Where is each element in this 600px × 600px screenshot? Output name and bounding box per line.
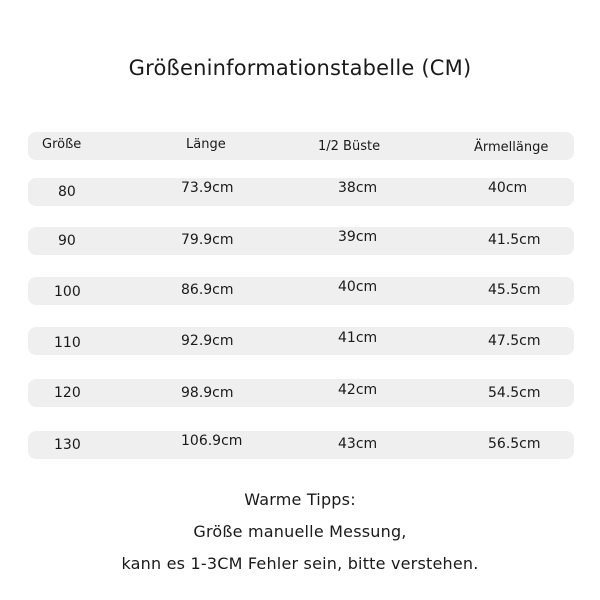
cell-length: 106.9cm — [181, 433, 243, 449]
tips-heading: Warme Tipps: — [244, 490, 356, 509]
header-sleeve-length: Ärmellänge — [474, 140, 549, 155]
cell-sleeve-length: 47.5cm — [488, 333, 541, 349]
cell-length: 98.9cm — [181, 385, 234, 401]
cell-length: 73.9cm — [181, 180, 234, 196]
cell-sleeve-length: 54.5cm — [488, 385, 541, 401]
cell-half-bust: 39cm — [338, 229, 378, 245]
table-row — [28, 379, 574, 407]
cell-sleeve-length: 40cm — [488, 180, 528, 196]
cell-size: 100 — [54, 284, 81, 300]
cell-half-bust: 43cm — [338, 436, 378, 452]
cell-half-bust: 42cm — [338, 382, 378, 398]
cell-length: 86.9cm — [181, 282, 234, 298]
tips-measurement-note: Größe manuelle Messung, — [193, 522, 407, 541]
cell-sleeve-length: 41.5cm — [488, 232, 541, 248]
header-half-bust: 1/2 Büste — [318, 139, 381, 154]
header-length: Länge — [186, 137, 226, 152]
table-header-row — [28, 132, 574, 160]
tips-tolerance-note: kann es 1-3CM Fehler sein, bitte verstehen. — [121, 554, 479, 573]
cell-size: 120 — [54, 385, 81, 401]
table-row — [28, 431, 574, 459]
page-title: Größeninformationstabelle (CM) — [128, 56, 472, 80]
cell-size: 80 — [58, 184, 76, 200]
table-row — [28, 277, 574, 305]
cell-size: 90 — [58, 233, 76, 249]
table-row — [28, 327, 574, 355]
table-row — [28, 178, 574, 206]
cell-size: 130 — [54, 437, 81, 453]
cell-half-bust: 40cm — [338, 279, 378, 295]
cell-length: 79.9cm — [181, 232, 234, 248]
cell-half-bust: 41cm — [338, 330, 378, 346]
cell-size: 110 — [54, 335, 81, 351]
cell-half-bust: 38cm — [338, 180, 378, 196]
header-size: Größe — [42, 137, 82, 152]
table-row — [28, 227, 574, 255]
cell-sleeve-length: 45.5cm — [488, 282, 541, 298]
cell-sleeve-length: 56.5cm — [488, 436, 541, 452]
cell-length: 92.9cm — [181, 333, 234, 349]
